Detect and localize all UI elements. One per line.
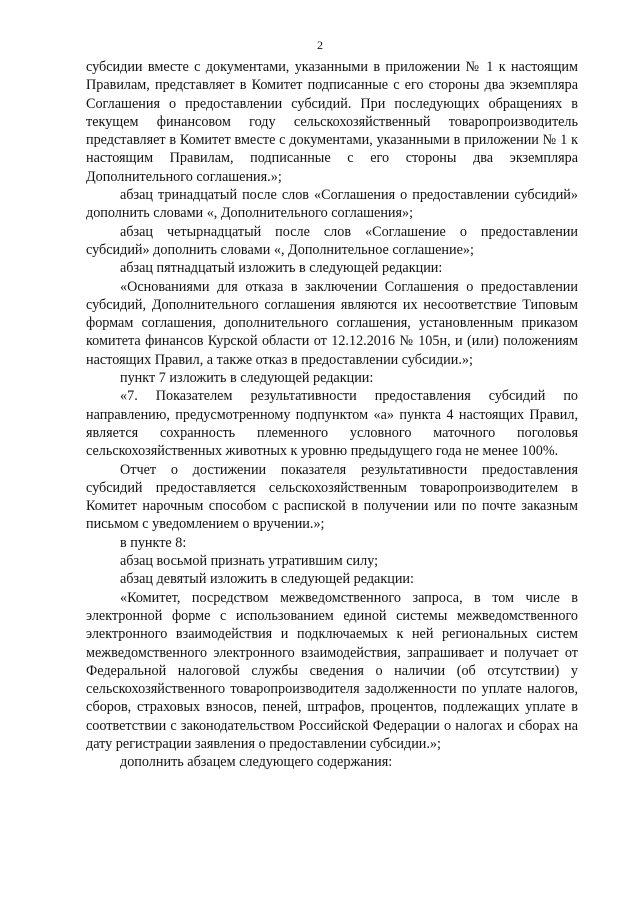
- paragraph: в пункте 8:: [120, 534, 187, 551]
- paragraph: абзац девятый изложить в следующей редакции:: [120, 571, 414, 588]
- paragraph: абзац восьмой признать утратившим силу;: [120, 553, 379, 570]
- paragraph: субсидии вместе с документами, указанными в приложении № 1 к настоящим Правилам, представляет в Комитет подписанные с его стороны два экземпляра Соглашения о предоставлении субсидий. При последующих обращениях в текущем финансовом году сельскохозяйственный товаропроизводитель представляет в Комитет вместе с документами, указанными в приложении № 1 к настоящим Правилам, подписанные с его стороны два экземпляра Дополнительного соглашения.»;: [86, 59, 578, 185]
- paragraph: абзац пятнадцатый изложить в следующей редакции:: [120, 260, 443, 277]
- paragraph: дополнить абзацем следующего содержания:: [120, 754, 393, 771]
- document-body: [86, 58, 578, 772]
- paragraph: «Комитет, посредством межведомственного запроса, в том числе в электронной форме с использованием единой системы межведомственного электронного взаимодействия и подключаемых к ней региональных систем межведомственного электронного взаимодействия, запрашивает и получает от Федеральной налоговой службы сведения о наличии (об отсутствии) у сельскохозяйственного товаропроизводителя задолженности по уплате налогов, сборов, страховых взносов, пеней, штрафов, процентов, подлежащих уплате в соответствии с законодательством Российской Федерации о налогах и сборах на дату регистрации заявления о предоставлении субсидии.»;: [86, 589, 578, 752]
- paragraph: Отчет о достижении показателя результативности предоставления субсидий предоставляется сельскохозяйственным товаропроизводителем в Комитет нарочным способом с распиской в получении или по почте заказным письмом с уведомлением о вручении.»;: [86, 461, 578, 533]
- paragraph: пункт 7 изложить в следующей редакции:: [120, 370, 374, 387]
- page-number: 2: [317, 38, 323, 52]
- paragraph: «7. Показателем результативности предоставления субсидий по направлению, предусмотренному подпунктом «а» пункта 4 настоящих Правил, является сохранность племенного условного маточного поголовья сельскохозяйственных животных к уровню предыдущего года не менее 100%.: [86, 388, 578, 460]
- paragraph: абзац тринадцатый после слов «Соглашения о предоставлении субсидий» дополнить словами «, Дополнительного соглашения»;: [86, 187, 578, 222]
- paragraph: абзац четырнадцатый после слов «Соглашение о предоставлении субсидий» дополнить словами «, Дополнительное соглашение»;: [86, 223, 578, 258]
- paragraph: «Основаниями для отказа в заключении Соглашения о предоставлении субсидий, Дополнительного соглашения являются их несоответствие Типовым формам соглашения, дополнительного соглашения, установленным приказом комитета финансов Курской области от 12.12.2016 № 105н, и (или) положениям настоящих Правил, а также отказ в предоставлении субсидии.»;: [86, 278, 578, 368]
